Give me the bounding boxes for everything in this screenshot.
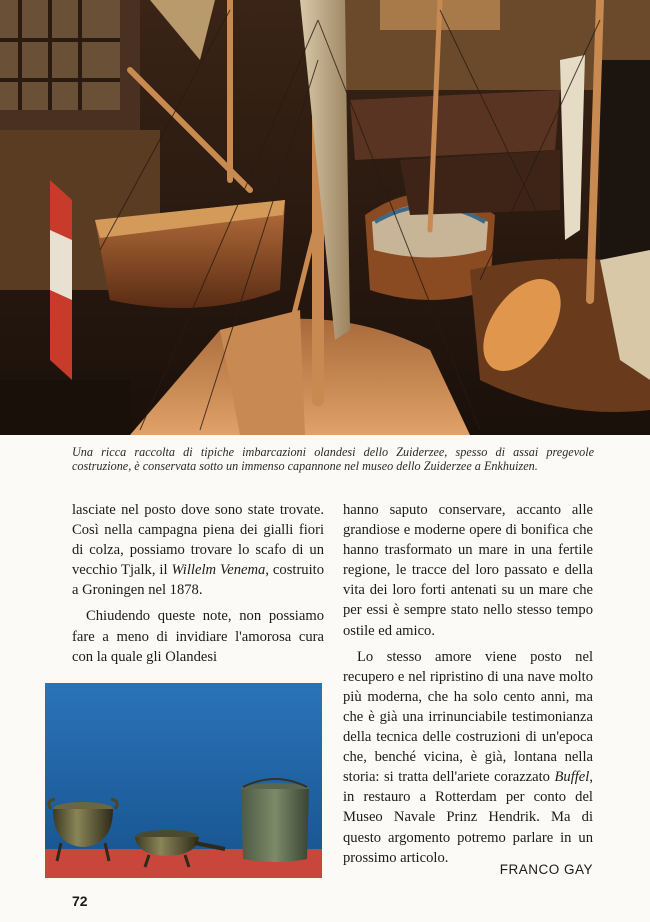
museum-boats-photo xyxy=(0,0,650,435)
pots-photo xyxy=(45,683,322,878)
paragraph: hanno saputo conservare, accanto alle grandiose e moderne opere di bonifica che hanno trasformato un mare in una fertile regione, le tracce del loro passato e della vita dei loro forti antenati su un mare che per essi è sempre stato nello stesso tempo ostile ed amico. xyxy=(343,502,593,639)
ship-name: Buffel xyxy=(554,769,590,786)
paragraph xyxy=(343,647,593,868)
boat-name: Willelm Venema xyxy=(171,562,266,579)
text-run: lasciate nel posto dove sono state trovate. Così nella campagna piena dei gialli fiori di colza, possiamo trovare lo scafo di un vecchio Tjalk, il xyxy=(72,502,324,579)
text-column-right xyxy=(343,500,593,868)
page-number: 72 xyxy=(72,893,88,909)
text-column-left xyxy=(72,500,324,667)
paragraph xyxy=(72,500,324,600)
text-run: , costruito a Groningen nel 1878. xyxy=(72,562,325,599)
paragraph: Chiudendo queste note, non possiamo fare a meno di invidiare l'amorosa cura con la quale gli Olandesi xyxy=(72,608,324,665)
author-signature: FRANCO GAY xyxy=(499,862,593,877)
text-run: , in restauro a Rotterdam per conto del Museo Navale Prinz Hendrik. Ma di questo argomento potremo parlare in un prossimo articolo. xyxy=(343,769,593,866)
text-run: Lo stesso amore viene posto nel recupero e nel ripristino di una nave molto più moderna, che ha solo cento anni, ma che è già una irrinunciabile testimonianza della tecnica delle costruzioni di un'epoca che, benché vicina, è già, lontana nella storia: si tratta dell'ariete corazzato xyxy=(343,648,593,786)
photo-caption: Una ricca raccolta di tipiche imbarcazioni olandesi dello Zuiderzee, spesso di assai pregevole costruzione, è conservata sotto un immenso capannone nel museo dello Zuiderzee a Enkhuizen. xyxy=(72,445,594,474)
